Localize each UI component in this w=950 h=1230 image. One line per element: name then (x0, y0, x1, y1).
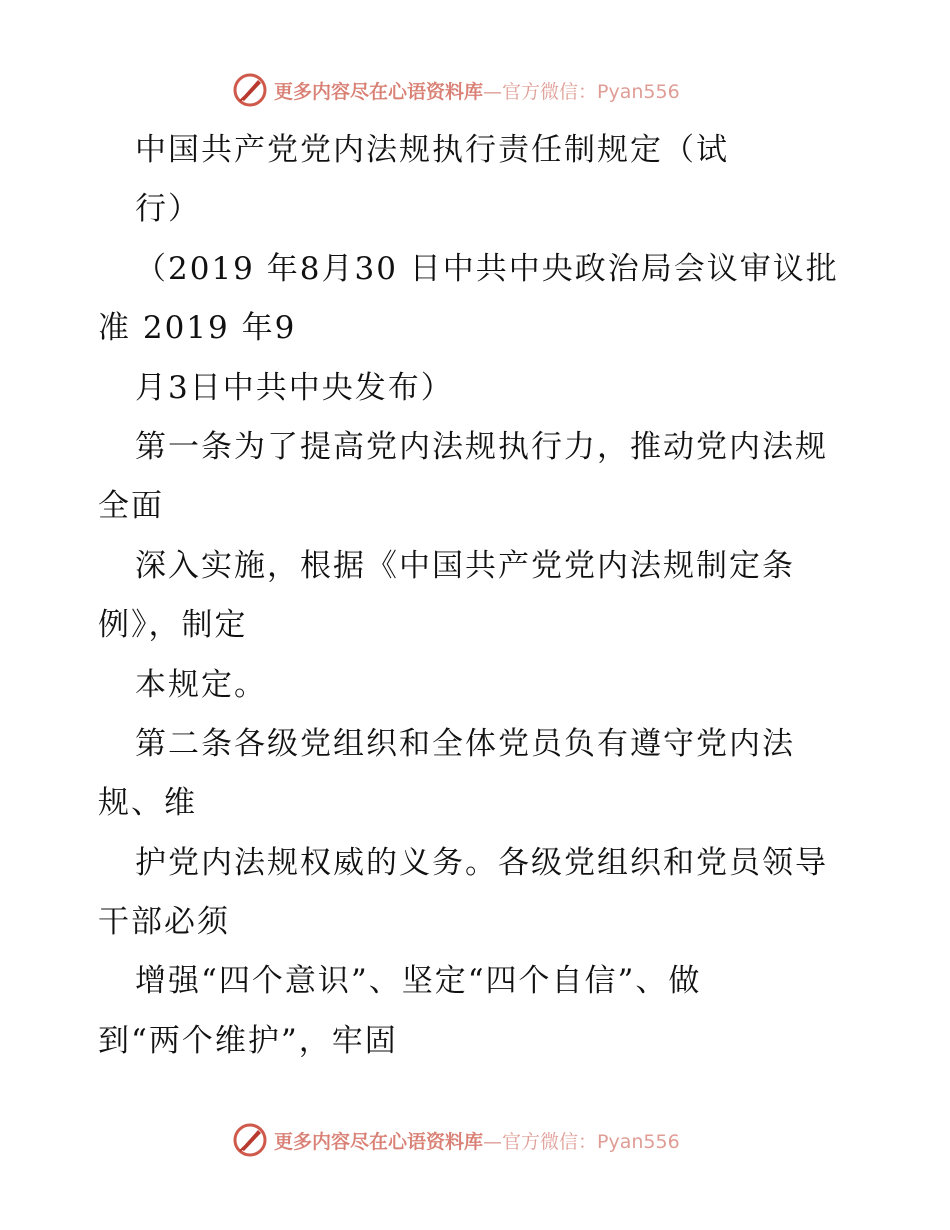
text-line: 全面 (98, 488, 164, 525)
quill-in-circle-icon (232, 1122, 268, 1158)
text-line: 深入实施，根据《中国共产党党内法规制定条 (135, 547, 795, 584)
text-line: 干部必须 (98, 904, 230, 941)
text-line: 规、维 (98, 785, 197, 822)
watermark-text: 更多内容尽在心语资料库—官方微信：Pyan556 (274, 1130, 680, 1153)
header-watermark (232, 70, 680, 110)
text-line: 第二条各级党组织和全体党员负有遵守党内法 (135, 725, 795, 762)
watermark-text: 更多内容尽在心语资料库—官方微信：Pyan556 (274, 80, 680, 103)
text-line: 到“两个维护”，牢固 (98, 1022, 398, 1059)
text-line: （2019 年8月30 日中共中央政治局会议审议批 (135, 250, 839, 287)
text-line: 中国共产党党内法规执行责任制规定（试 (135, 132, 729, 168)
quill-in-circle-icon (232, 72, 268, 108)
text-line: 行） (135, 191, 201, 228)
text-line: 第一条为了提高党内法规执行力，推动党内法规 (135, 428, 828, 465)
text-line: 本规定。 (135, 666, 267, 703)
text-line: 例》，制定 (98, 607, 248, 644)
text-line: 准 2019 年9 (98, 310, 297, 347)
footer-watermark (232, 1120, 680, 1160)
text-line: 月3日中共中央发布） (135, 369, 454, 406)
text-line: 护党内法规权威的义务。各级党组织和党员领导 (135, 844, 828, 881)
document-body (98, 121, 878, 1071)
text-line: 增强“四个意识”、坚定“四个自信”、做 (135, 963, 702, 1000)
